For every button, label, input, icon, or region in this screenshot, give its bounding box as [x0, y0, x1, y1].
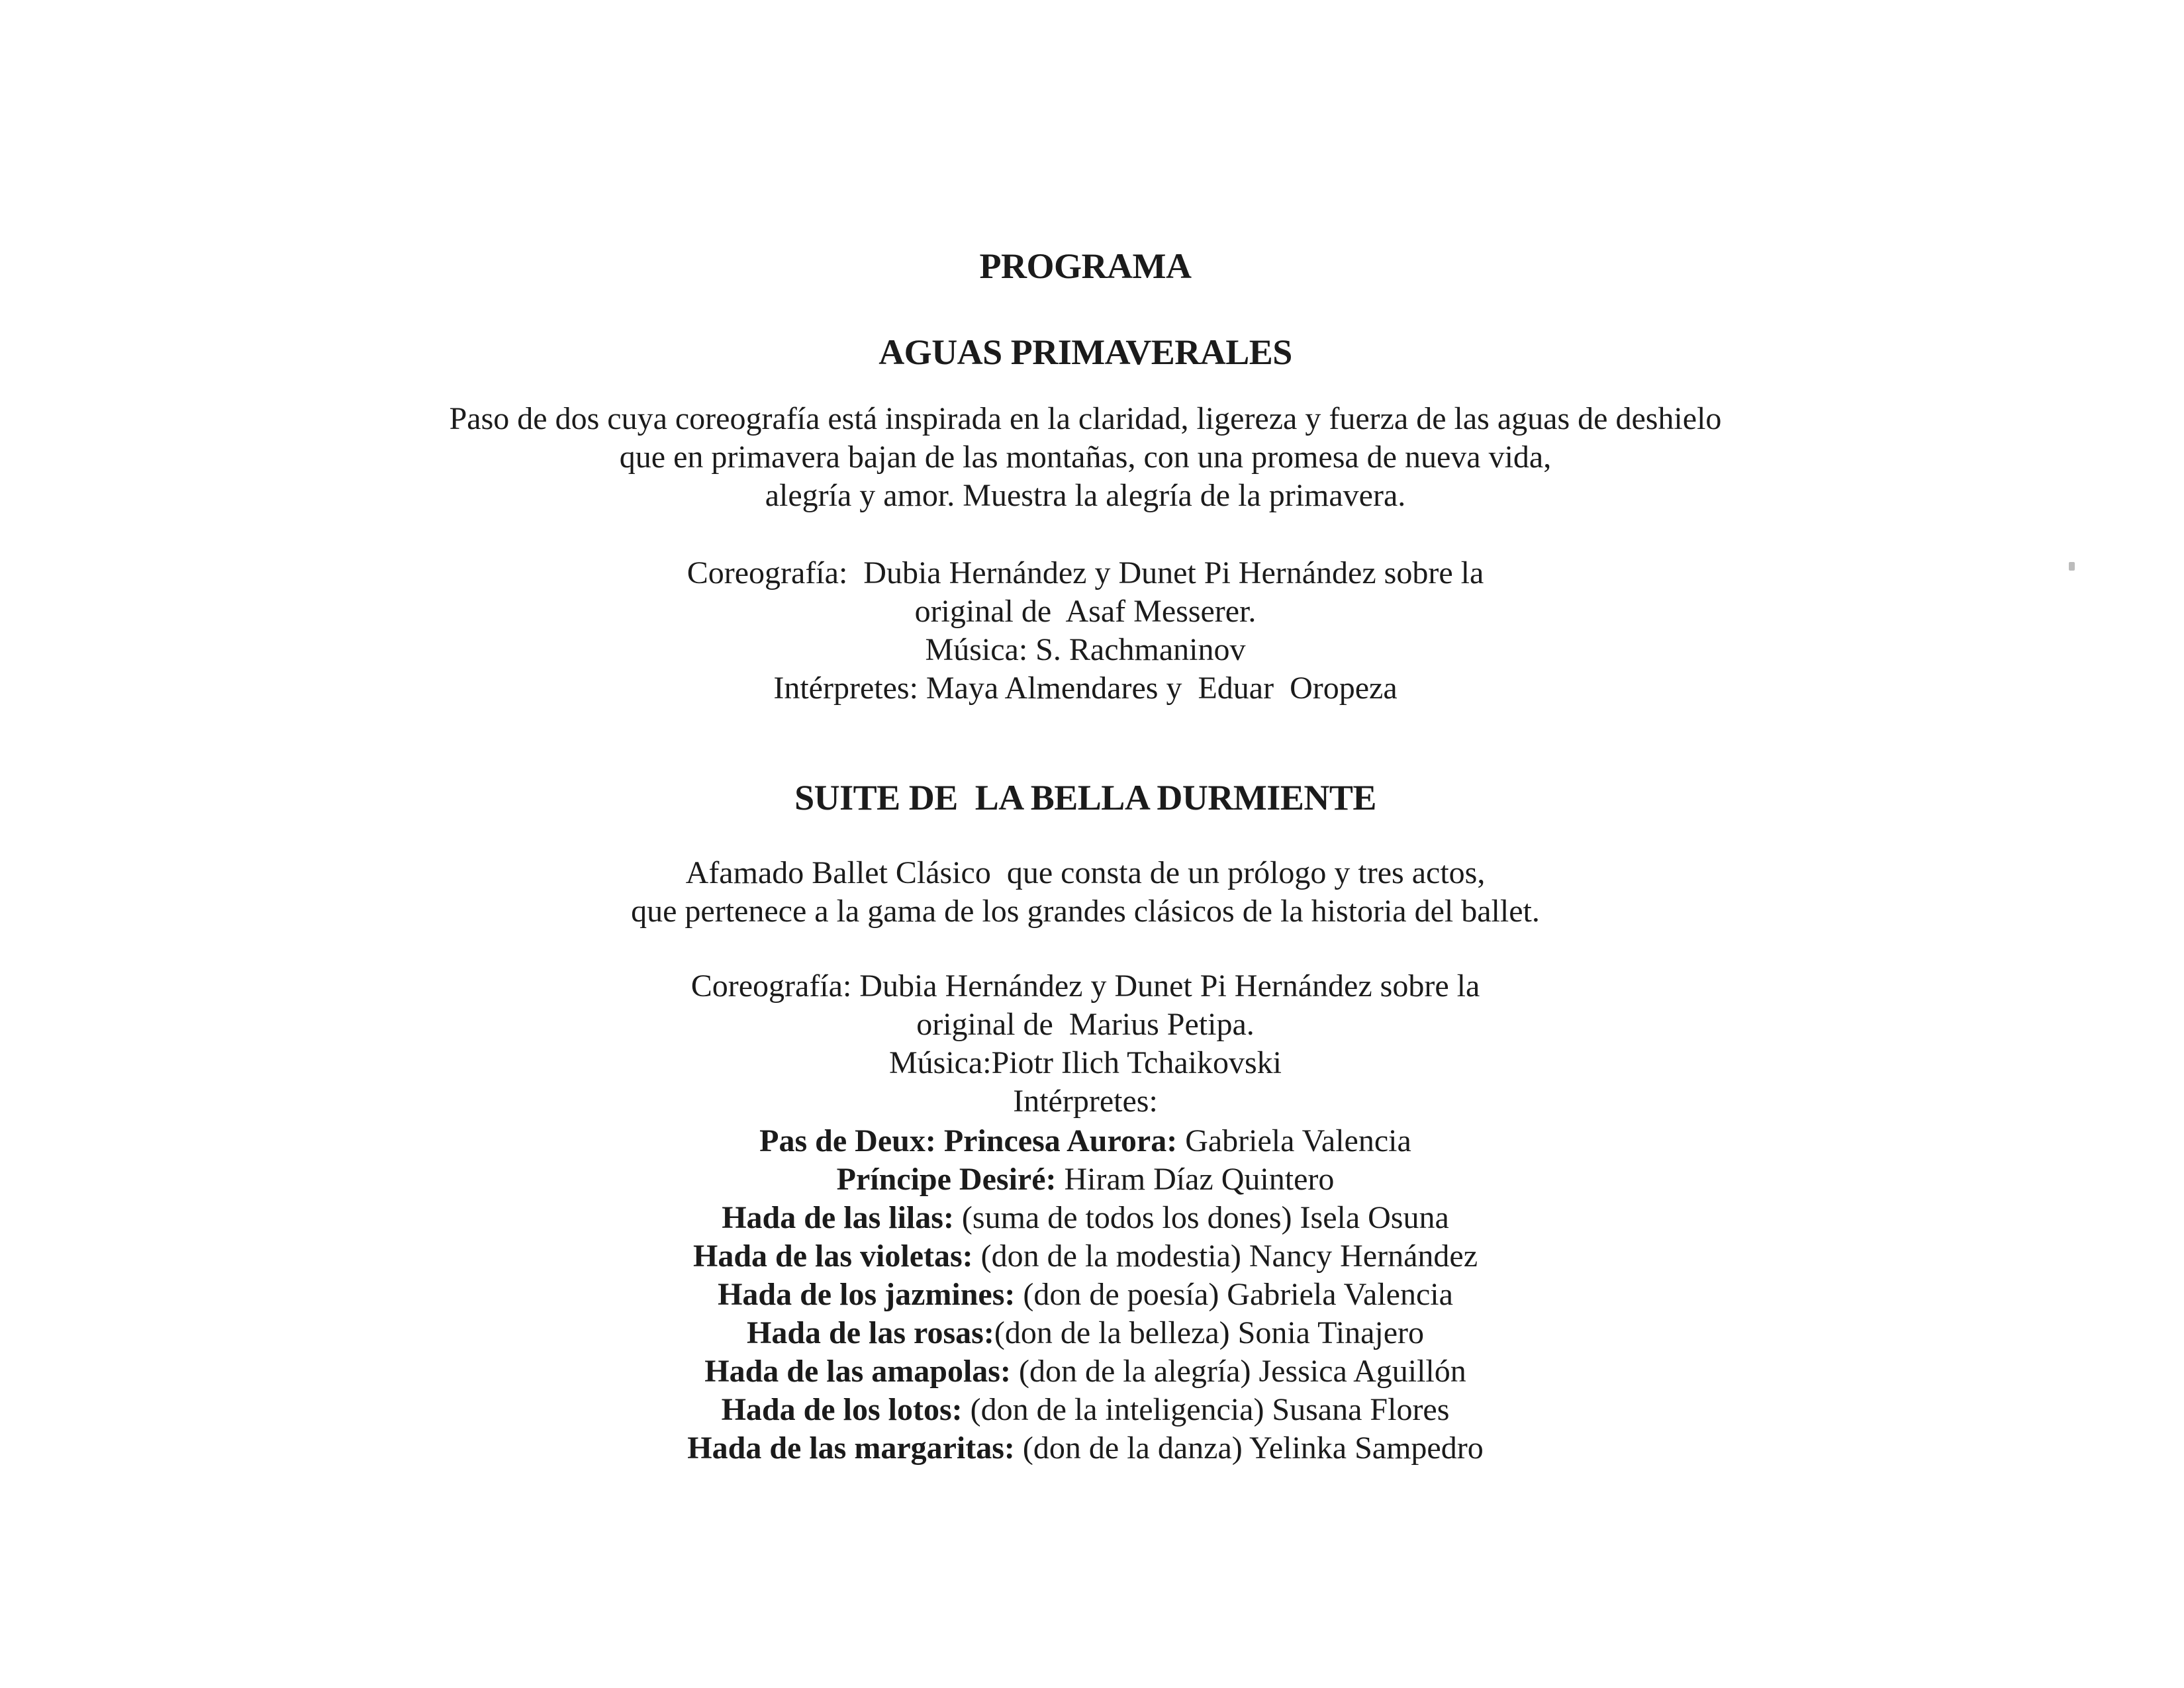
cast-role: Hada de los jazmines: — [718, 1277, 1016, 1312]
cast-entry — [0, 1429, 2177, 1468]
credits-line-original: original de Asaf Messerer. — [914, 594, 1257, 629]
piece-credits — [0, 554, 2177, 708]
cast-role: Pas de Deux: Princesa Aurora: — [759, 1123, 1178, 1158]
cast-entry — [0, 1314, 2177, 1352]
credits-line-music: Música: S. Rachmaninov — [925, 632, 1246, 667]
description-line: Afamado Ballet Clásico que consta de un prólogo y tres actos, — [685, 855, 1486, 890]
cast-role: Príncipe Desiré: — [836, 1162, 1057, 1197]
cast-role: Hada de las rosas: — [747, 1315, 994, 1350]
cast-entry — [0, 1237, 2177, 1276]
program-title: PROGRAMA — [979, 246, 1192, 286]
credits-line-performers: Intérpretes: — [1013, 1084, 1158, 1119]
piece-description — [0, 854, 2177, 931]
description-line: que pertenece a la gama de los grandes clásicos de la historia del ballet. — [631, 894, 1540, 929]
cast-entry — [0, 1391, 2177, 1429]
cast-entry — [0, 1199, 2177, 1237]
cast-entry — [0, 1276, 2177, 1314]
cast-performer: Hiram Díaz Quintero — [1056, 1162, 1335, 1197]
description-line: Paso de dos cuya coreografía está inspirada en la claridad, ligereza y fuerza de las aguas de deshielo — [449, 401, 1722, 436]
cast-role: Hada de las lilas: — [722, 1200, 954, 1235]
cast-role: Hada de los lotos: — [721, 1392, 963, 1427]
cast-performer: (suma de todos los dones) Isela Osuna — [953, 1200, 1449, 1235]
piece-title-bella-durmiente: SUITE DE LA BELLA DURMIENTE — [794, 778, 1376, 818]
cast-entry — [0, 1122, 2177, 1160]
cast-performer: (don de la inteligencia) Susana Flores — [962, 1392, 1450, 1427]
cast-list — [0, 1122, 2177, 1468]
description-line: que en primavera bajan de las montañas, con una promesa de nueva vida, — [619, 440, 1552, 475]
cast-performer: (don de la belleza) Sonia Tinajero — [994, 1315, 1424, 1350]
cast-performer: (don de la alegría) Jessica Aguillón — [1010, 1354, 1466, 1389]
scan-artifact-speck — [2069, 562, 2075, 571]
credits-line-music: Música:Piotr Ilich Tchaikovski — [888, 1045, 1282, 1080]
cast-role: Hada de las violetas: — [692, 1239, 973, 1274]
cast-role: Hada de las amapolas: — [704, 1354, 1011, 1389]
piece-credits — [0, 967, 2177, 1121]
credits-line-choreography: Coreografía: Dubia Hernández y Dunet Pi Hernández sobre la — [690, 968, 1480, 1004]
credits-line-choreography: Coreografía: Dubia Hernández y Dunet Pi Hernández sobre la — [687, 555, 1484, 590]
cast-performer: (don de la modestia) Nancy Hernández — [973, 1239, 1478, 1274]
credits-line-performers: Intérpretes: Maya Almendares y Eduar Oropeza — [773, 671, 1398, 706]
cast-performer: Gabriela Valencia — [1177, 1123, 1411, 1158]
cast-entry — [0, 1160, 2177, 1199]
cast-performer: (don de poesía) Gabriela Valencia — [1015, 1277, 1453, 1312]
credits-line-original: original de Marius Petipa. — [916, 1007, 1255, 1042]
piece-title-aguas-primaverales: AGUAS PRIMAVERALES — [878, 332, 1292, 372]
cast-role: Hada de las margaritas: — [687, 1430, 1015, 1466]
cast-entry — [0, 1352, 2177, 1391]
cast-performer: (don de la danza) Yelinka Sampedro — [1014, 1430, 1484, 1466]
piece-description — [0, 400, 2177, 515]
description-line: alegría y amor. Muestra la alegría de la primavera. — [765, 478, 1406, 513]
